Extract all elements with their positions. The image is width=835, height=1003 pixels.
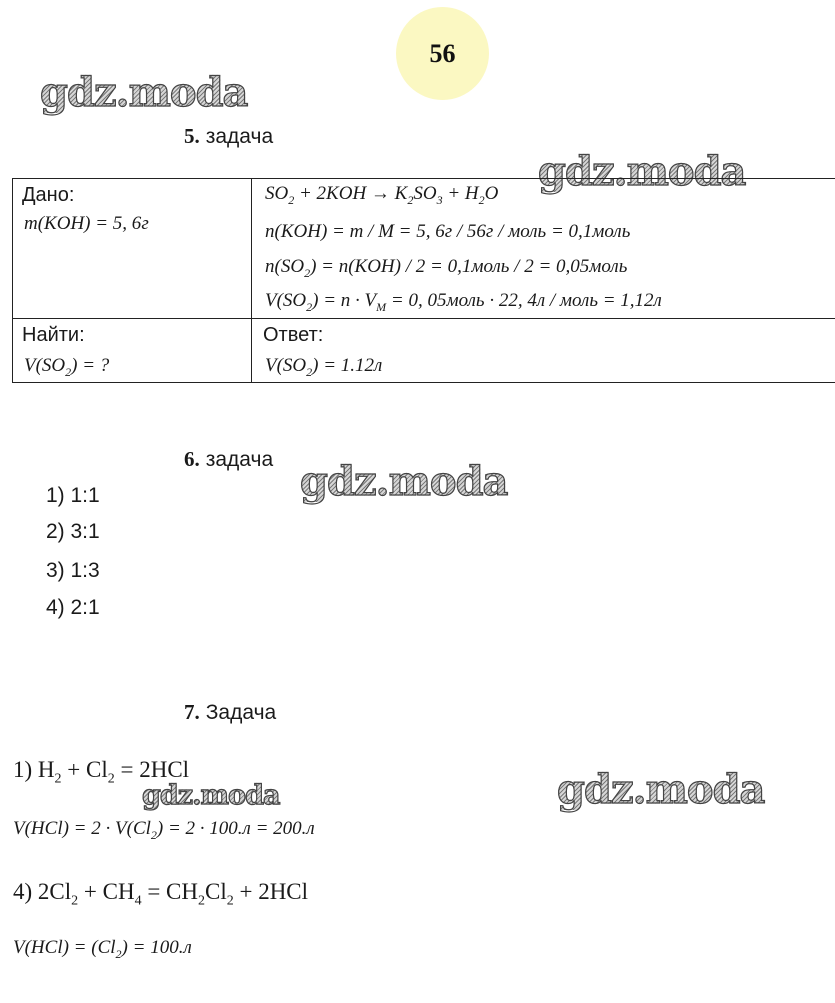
answer-value: $V(SO_2) = 1.12л$	[265, 355, 383, 379]
watermark-logo: gdz.moda	[300, 458, 508, 505]
list-item: 3) 1:3	[46, 559, 100, 582]
page-number: 56	[429, 38, 456, 68]
list-item: 2) 3:1	[46, 520, 100, 543]
reaction-1: 1) $H_2 + Cl_2 = 2HCl$	[13, 757, 190, 787]
find-value: $V(SO_2)$ = ?	[24, 355, 110, 379]
equation-reaction: $SO_2 + 2KOH \to K_2SO_3 + H_2O$	[265, 183, 499, 207]
watermark-logo: gdz.moda	[40, 69, 248, 116]
task-6-number: 6.	[184, 447, 200, 471]
watermark-logo: gdz.moda	[142, 780, 280, 811]
task-5-heading	[184, 124, 273, 149]
equation-moles-so2: $n(SO_2) = n(KOH) / 2$ = 0,1моль / 2 = 0,05моль	[265, 256, 628, 280]
task-7-title: Задача	[205, 701, 277, 724]
given-label: Дано:	[22, 184, 75, 206]
table-divider-vertical	[251, 178, 252, 383]
task-6-heading	[184, 447, 273, 472]
task-5-title: задача	[205, 125, 274, 148]
watermark-logo: gdz.moda	[557, 766, 765, 813]
watermark-logo: gdz.moda	[538, 148, 746, 195]
table-divider-horizontal	[12, 318, 835, 319]
task-6-title: задача	[205, 448, 274, 471]
list-item: 1) 1:1	[46, 484, 100, 507]
page-number-badge	[396, 7, 489, 100]
find-label: Найти:	[22, 324, 85, 346]
task-5-number: 5.	[184, 124, 200, 148]
equation-moles-koh: n(KOH) = m / M = 5, 6г / 56г / моль = 0,1моль	[265, 221, 631, 242]
calculation-1: $V(HCl) = 2 \cdot V(Cl_2) = 2 \cdot 100.л = 200.л$	[13, 818, 315, 842]
task-7-heading	[184, 700, 276, 725]
answer-label: Ответ:	[263, 324, 324, 346]
list-item: 4) 2:1	[46, 596, 100, 619]
equation-volume-so2: $V(SO_2) = n \cdot V_M = 0$, 05моль · 22, 4л / моль = 1,12л	[265, 290, 662, 314]
calculation-4: $V(HCl) = (Cl_2) = 100.л$	[13, 937, 192, 961]
solution-table	[12, 178, 835, 383]
reaction-4: 4) $2Cl_2 + CH_4 = CH_2Cl_2 + 2HCl$	[13, 879, 309, 909]
task-7-number: 7.	[184, 700, 200, 724]
given-value: m(KOH) = 5, 6г	[24, 213, 149, 234]
